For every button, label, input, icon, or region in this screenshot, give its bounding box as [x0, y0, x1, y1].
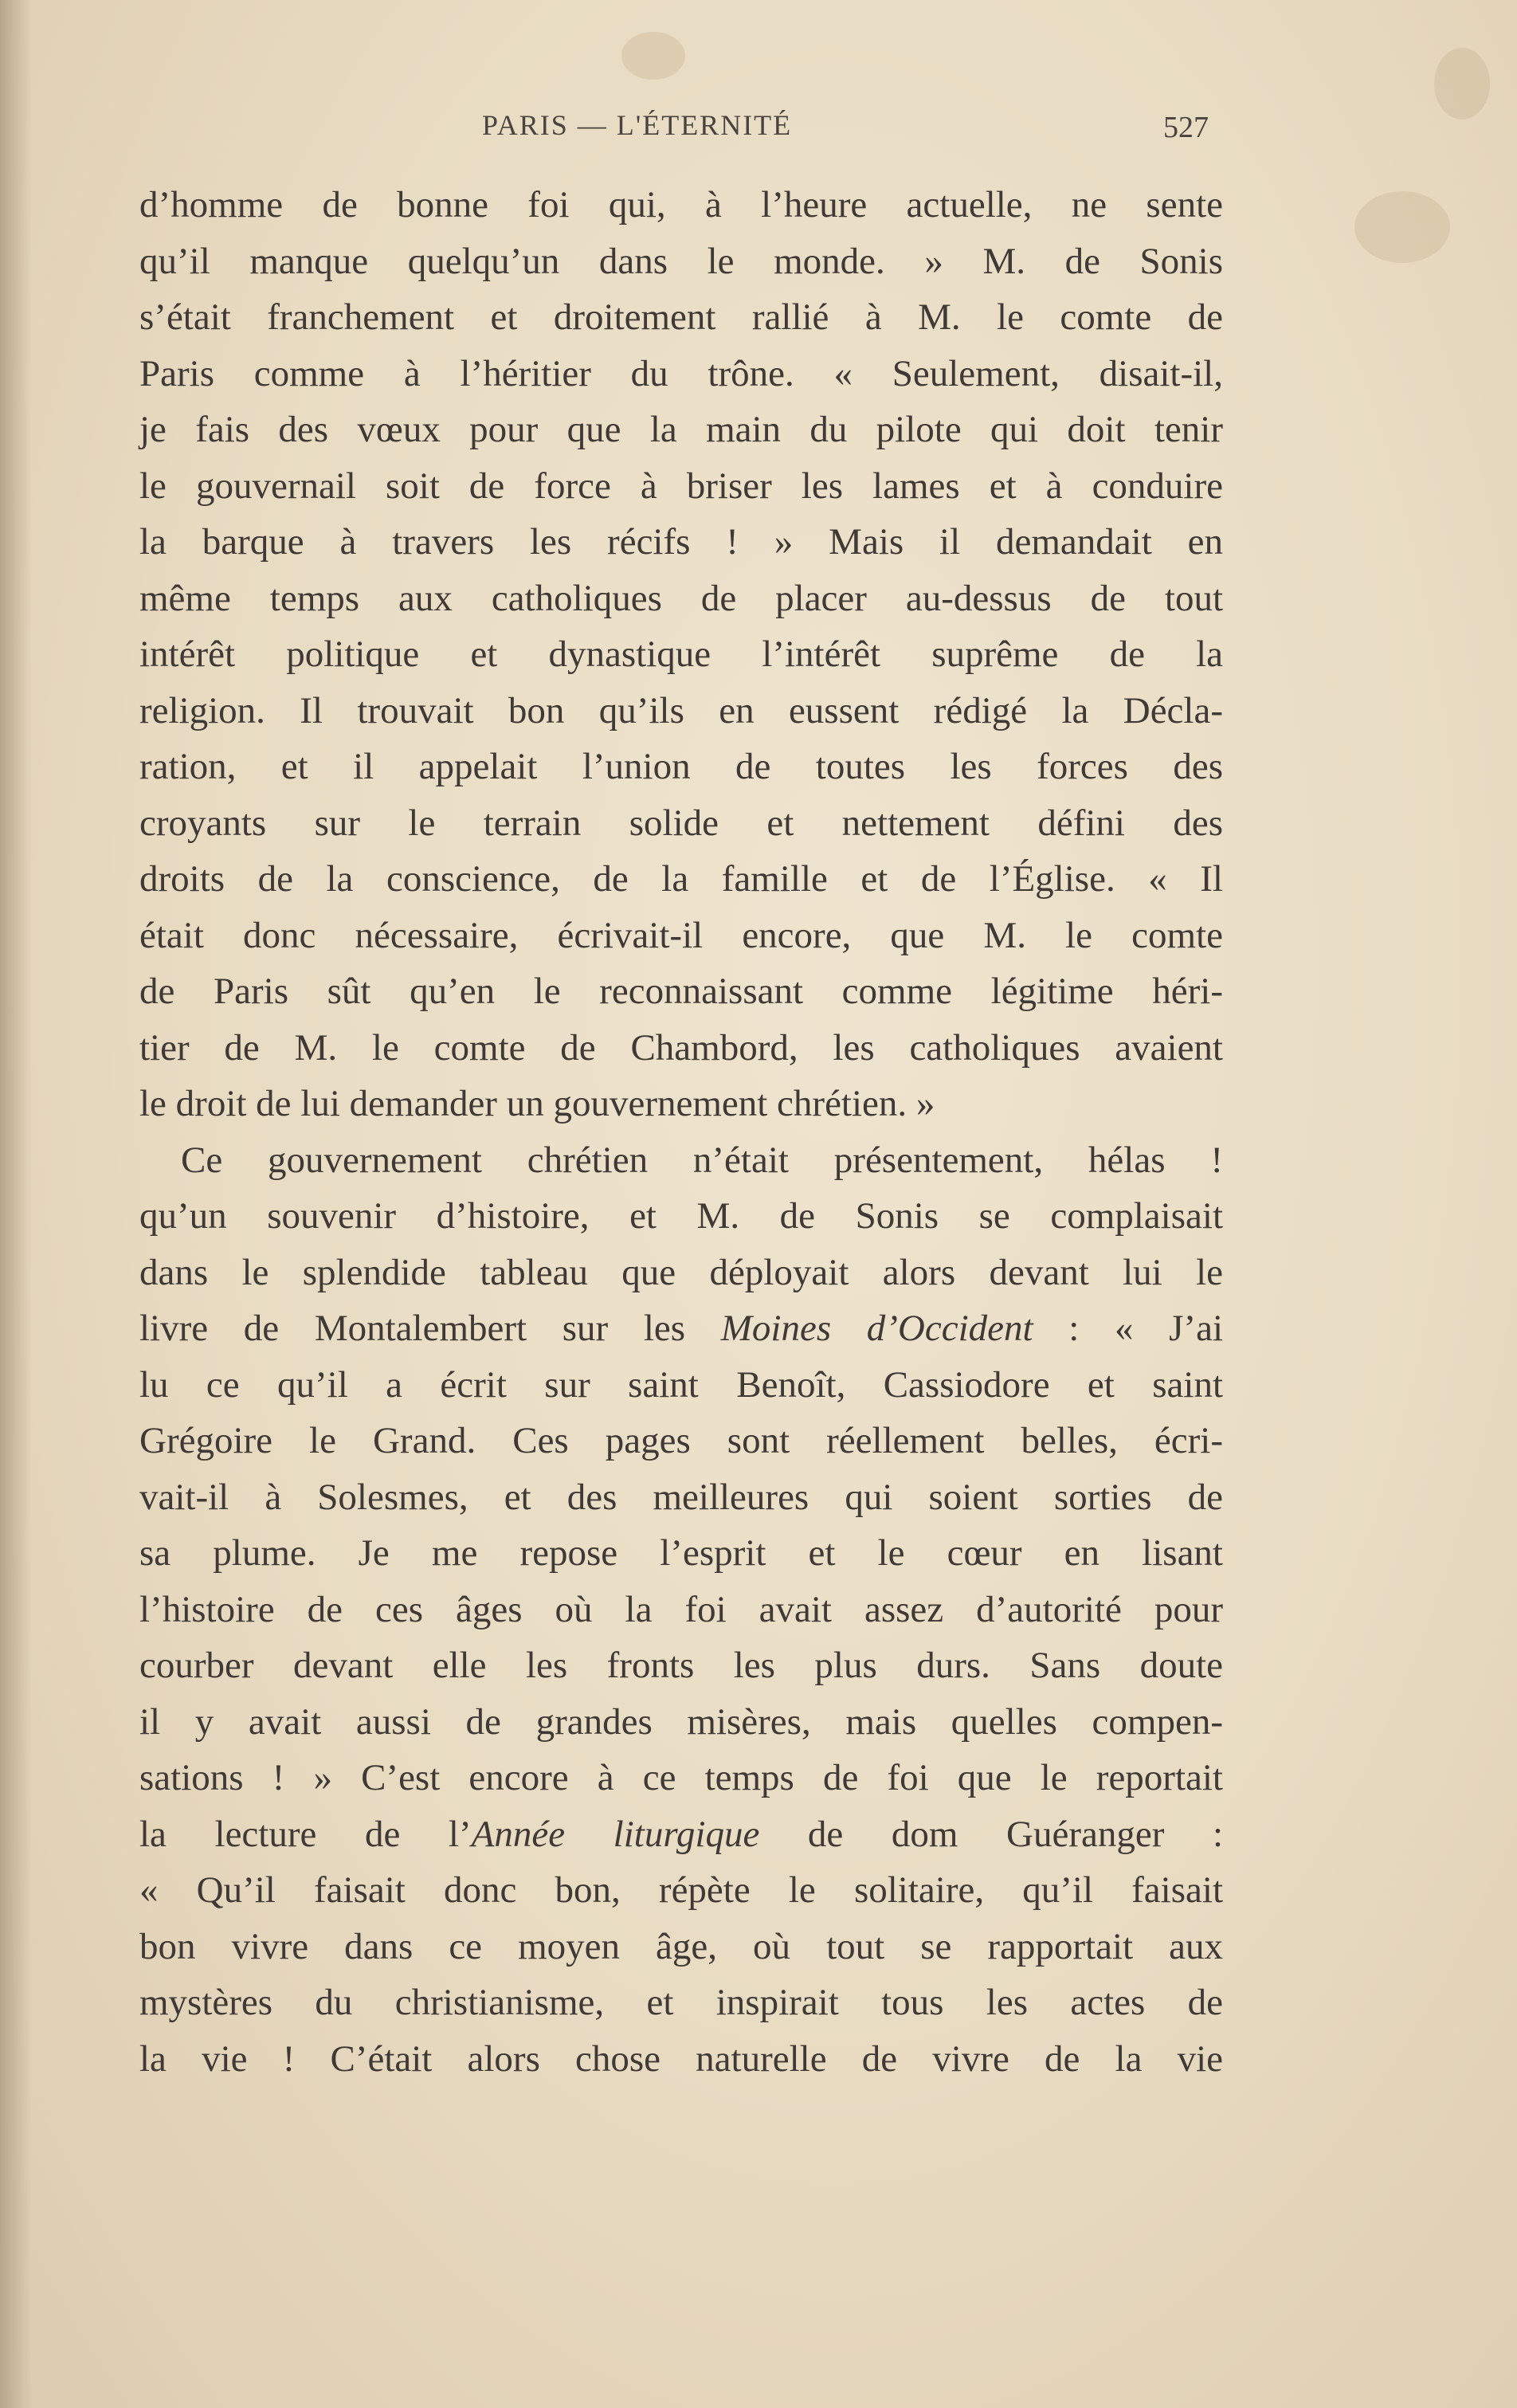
- text-line: qu’un souvenir d’histoire, et M. de Sonis se complaisait: [139, 1195, 1223, 1237]
- running-head: [0, 108, 1517, 156]
- paragraph-first-line: Ce gouvernement chrétien n’était présentement, hélas !: [181, 1139, 1223, 1181]
- text-line: bon vivre dans ce moyen âge, où tout se rapportait aux: [139, 1925, 1223, 1967]
- text-line: lu ce qu’il a écrit sur saint Benoît, Cassiodore et saint: [139, 1363, 1223, 1406]
- text-line: d’homme de bonne foi qui, à l’heure actuelle, ne sente: [139, 184, 1223, 226]
- text-line: Paris comme à l’héritier du trône. « Seulement, disait-il,: [139, 352, 1223, 394]
- text-line: sa plume. Je me repose l’esprit et le cœur en lisant: [139, 1532, 1223, 1574]
- text-line: droits de la conscience, de la famille et de l’Église. « Il: [139, 858, 1223, 900]
- text-line: de Paris sût qu’en le reconnaissant comme légitime héri-: [139, 971, 1223, 1012]
- paper-stain: [621, 32, 685, 80]
- text-line: courber devant elle les fronts les plus durs. Sans doute: [139, 1645, 1223, 1686]
- text-line: s’était franchement et droitement rallié à M. le comte de: [139, 296, 1223, 338]
- text-line-with-italic: [139, 1300, 1223, 1357]
- text-line: intérêt politique et dynastique l’intérêt suprême de la: [139, 633, 1223, 675]
- text-line: l’histoire de ces âges où la foi avait assez d’autorité pour: [139, 1588, 1223, 1630]
- running-title: PARIS — L'ÉTERNITÉ: [482, 109, 793, 141]
- text-line: était donc nécessaire, écrivait-il encore, que M. le comte: [139, 914, 1223, 956]
- text-line: le gouvernail soit de force à briser les lames et à conduire: [139, 465, 1223, 507]
- text-line: qu’il manque quelqu’un dans le monde. » M. de Sonis: [139, 240, 1223, 282]
- text-line: vait-il à Solesmes, et des meilleures qui soient sorties de: [139, 1476, 1223, 1518]
- text-line: la barque à travers les récifs ! » Mais il demandait en: [139, 521, 1223, 563]
- text-run: de dom Guéranger :: [759, 1813, 1223, 1855]
- text-line: dans le splendide tableau que déployait alors devant lui le: [139, 1251, 1223, 1293]
- binding-shadow: [0, 0, 32, 2408]
- text-line: croyants sur le terrain solide et nettement défini des: [139, 802, 1223, 844]
- text-line: Grégoire le Grand. Ces pages sont réellement belles, écri-: [139, 1420, 1223, 1461]
- text-line: mystères du christianisme, et inspirait tous les actes de: [139, 1982, 1223, 2023]
- page-number: 527: [1163, 111, 1209, 144]
- text-line: sations ! » C’est encore à ce temps de foi que le reportait: [139, 1757, 1223, 1798]
- text-run: : « J’ai: [1033, 1308, 1224, 1349]
- paper-stain: [1354, 191, 1450, 263]
- text-line: il y avait aussi de grandes misères, mais quelles compen-: [139, 1700, 1223, 1743]
- text-line: la vie ! C’était alors chose naturelle de vivre de la vie: [139, 2037, 1223, 2080]
- text-line: je fais des vœux pour que la main du pilote qui doit tenir: [139, 409, 1223, 450]
- text-line: « Qu’il faisait donc bon, répète le solitaire, qu’il faisait: [139, 1869, 1223, 1911]
- text-line: ration, et il appelait l’union de toutes les forces des: [139, 746, 1223, 787]
- italic-title: Moines d’Occident: [720, 1308, 1033, 1349]
- text-line: le droit de lui demander un gouvernement chrétien. »: [139, 1083, 935, 1124]
- text-line: religion. Il trouvait bon qu’ils en eussent rédigé la Décla-: [139, 689, 1223, 731]
- text-run: la lecture de l’: [139, 1813, 472, 1855]
- text-run: livre de Montalembert sur les: [139, 1308, 721, 1349]
- body-text: [139, 177, 1223, 2087]
- text-line: même temps aux catholiques de placer au-dessus de tout: [139, 577, 1223, 619]
- italic-title: Année liturgique: [471, 1813, 760, 1855]
- text-line: tier de M. le comte de Chambord, les catholiques avaient: [139, 1026, 1223, 1069]
- text-line-with-italic: [139, 1806, 1223, 1863]
